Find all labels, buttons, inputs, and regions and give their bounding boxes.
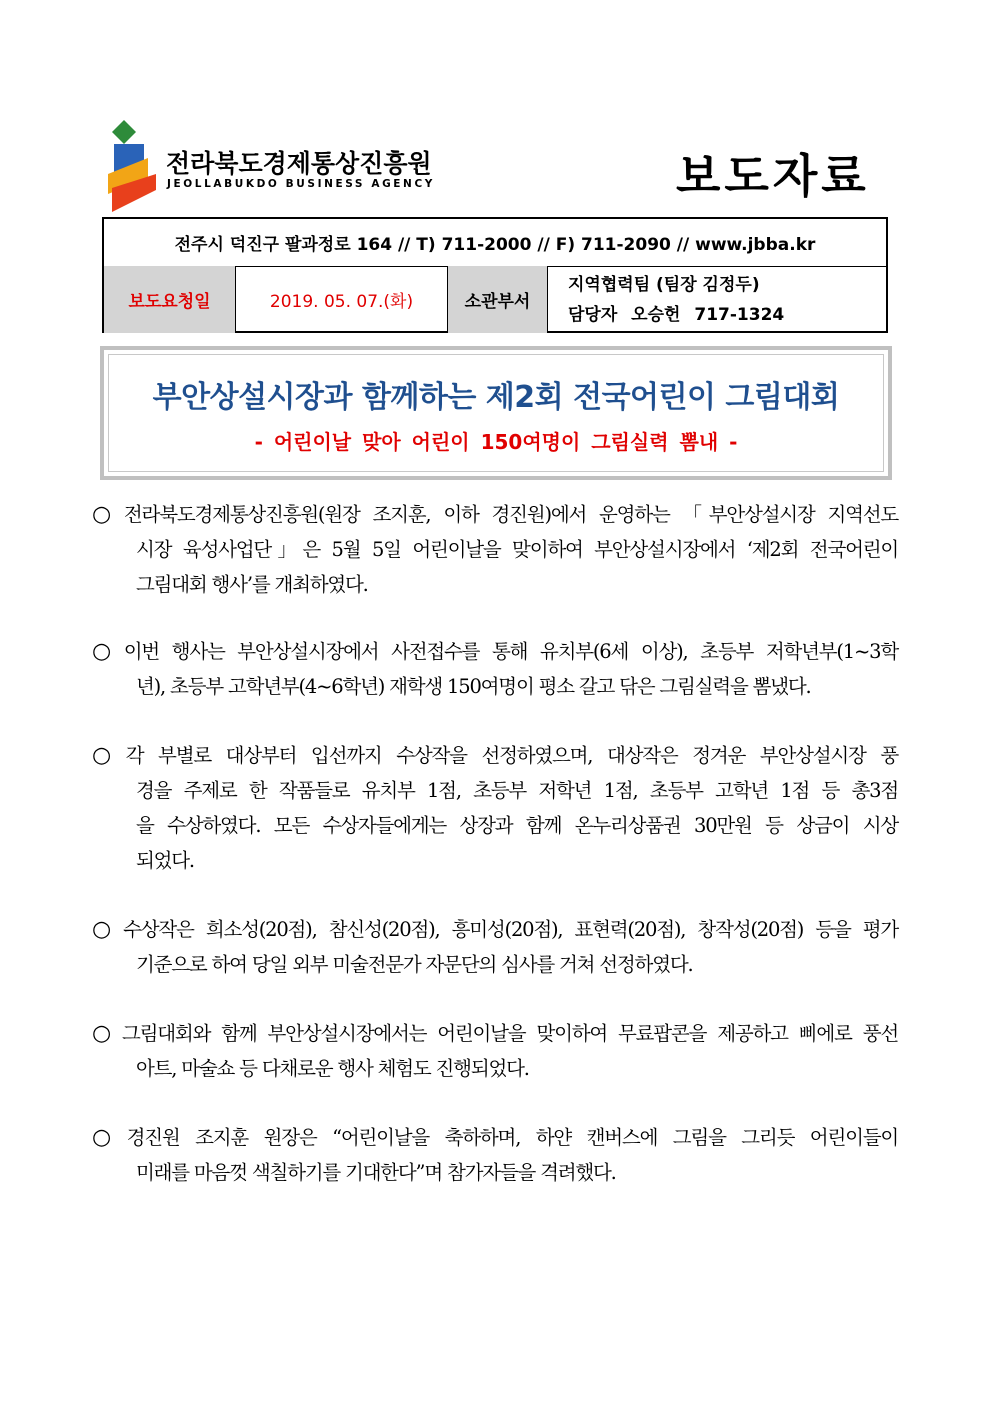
paragraph-line <box>92 1051 898 1086</box>
paragraph-line <box>92 1155 898 1190</box>
body-paragraph <box>92 634 898 704</box>
paragraph-line <box>92 1120 898 1155</box>
department-value: 지역협력팀 (팀장 김정두) <box>568 274 760 295</box>
body-paragraph <box>92 1120 898 1190</box>
paragraph-line-text: 미래를 마음껏 색칠하기를 기대한다”며 참가자들을 격려했다. <box>136 1161 616 1184</box>
paragraph-line-text: 그림대회와 함께 부안상설시장에서는 어린이날을 맞이하여 무료팝콘을 제공하고 삐에로 풍선 <box>122 1022 898 1045</box>
body-paragraph <box>92 497 898 602</box>
paragraph-line <box>92 947 898 982</box>
paragraph-line <box>92 912 898 947</box>
paragraph-line <box>92 773 898 808</box>
headline-box <box>100 346 892 480</box>
paragraph-line-text: 그림대회 행사’를 개최하였다. <box>136 573 368 596</box>
paragraph-line-text: 을 수상하였다. 모든 수상자들에게는 상장과 함께 온누리상품권 30만원 등 상금이 시상 <box>136 814 898 837</box>
agency-logo <box>106 118 435 214</box>
contact-line: 전주시 덕진구 팔과정로 164 // T) 711-2000 // F) 711-2090 // www.jbba.kr <box>104 219 886 267</box>
paragraph-line <box>92 634 898 669</box>
paragraph-line-text: 전라북도경제통상진흥원(원장 조지훈, 이하 경진원)에서 운영하는 「부안상설시장 지역선도 <box>123 503 898 526</box>
paragraph-line <box>92 669 898 704</box>
org-name-korean: 전라북도경제통상진흥원 <box>166 149 432 178</box>
body-paragraph <box>92 912 898 982</box>
bullet-circle-icon: ○ <box>92 502 118 527</box>
paragraph-line-text: 기준으로 하여 당일 외부 미술전문가 자문단의 심사를 거쳐 선정하였다. <box>136 953 693 976</box>
org-name-english: JEOLLABUKDO BUSINESS AGENCY <box>167 178 435 190</box>
department-label: 소관부서 <box>448 266 548 333</box>
paragraph-line <box>92 497 898 532</box>
paragraph-line <box>92 808 898 843</box>
press-info-table <box>102 217 888 333</box>
bullet-circle-icon: ○ <box>92 1021 117 1046</box>
paragraph-line-text: 아트, 마술쇼 등 다채로운 행사 체험도 진행되었다. <box>136 1057 529 1080</box>
bullet-circle-icon: ○ <box>92 639 118 664</box>
press-info-row <box>104 266 886 333</box>
headline-title: 부안상설시장과 함께하는 제2회 전국어린이 그림대회 <box>152 380 840 415</box>
agency-logo-mark-icon <box>106 118 162 214</box>
paragraph-line-text: 경을 주제로 한 작품들로 유치부 1점, 초등부 저학년 1점, 초등부 고학년 1점 등 총3점 <box>136 779 898 802</box>
bullet-circle-icon: ○ <box>92 1125 121 1150</box>
contact-person: 담당자 오승헌 717-1324 <box>568 304 785 325</box>
paragraph-line <box>92 1016 898 1051</box>
bullet-circle-icon: ○ <box>92 743 120 768</box>
paragraph-line <box>92 532 898 567</box>
paragraph-line-text: 되었다. <box>136 849 194 872</box>
paragraph-line-text: 수상작은 희소성(20점), 참신성(20점), 흥미성(20점), 표현력(20점), 창작성(20점) 등을 평가 <box>123 918 899 941</box>
body-paragraph <box>92 1016 898 1086</box>
paragraph-line-text: 각 부별로 대상부터 입선까지 수상작을 선정하였으며, 대상작은 정겨운 부안상설시장 풍 <box>125 744 899 767</box>
request-date-value: 2019. 05. 07.(화) <box>236 266 448 333</box>
document-type-label: 보도자료 <box>676 149 870 203</box>
paragraph-line-text: 이번 행사는 부안상설시장에서 사전접수를 통해 유치부(6세 이상), 초등부 저학년부(1~3학 <box>123 640 898 663</box>
paragraph-line <box>92 738 898 773</box>
bullet-circle-icon: ○ <box>92 917 118 942</box>
body-paragraph <box>92 738 898 878</box>
department-contact-cell <box>548 266 888 333</box>
paragraph-line <box>92 843 898 878</box>
request-date-label: 보도요청일 <box>104 266 236 333</box>
paragraph-line-text: 경진원 조지훈 원장은 “어린이날을 축하하며, 하얀 캔버스에 그림을 그리듯 어린이들이 <box>126 1126 898 1149</box>
paragraph-line-text: 시장 육성사업단」은 5월 5일 어린이날을 맞이하여 부안상설시장에서 ‘제2회 전국어린이 <box>136 538 898 561</box>
headline-subtitle: - 어린이날 맞아 어린이 150여명이 그림실력 뽐내 - <box>254 430 738 454</box>
paragraph-line-text: 년), 초등부 고학년부(4~6학년) 재학생 150여명이 평소 갈고 닦은 그림실력을 뽐냈다. <box>136 675 811 698</box>
paragraph-line <box>92 567 898 602</box>
